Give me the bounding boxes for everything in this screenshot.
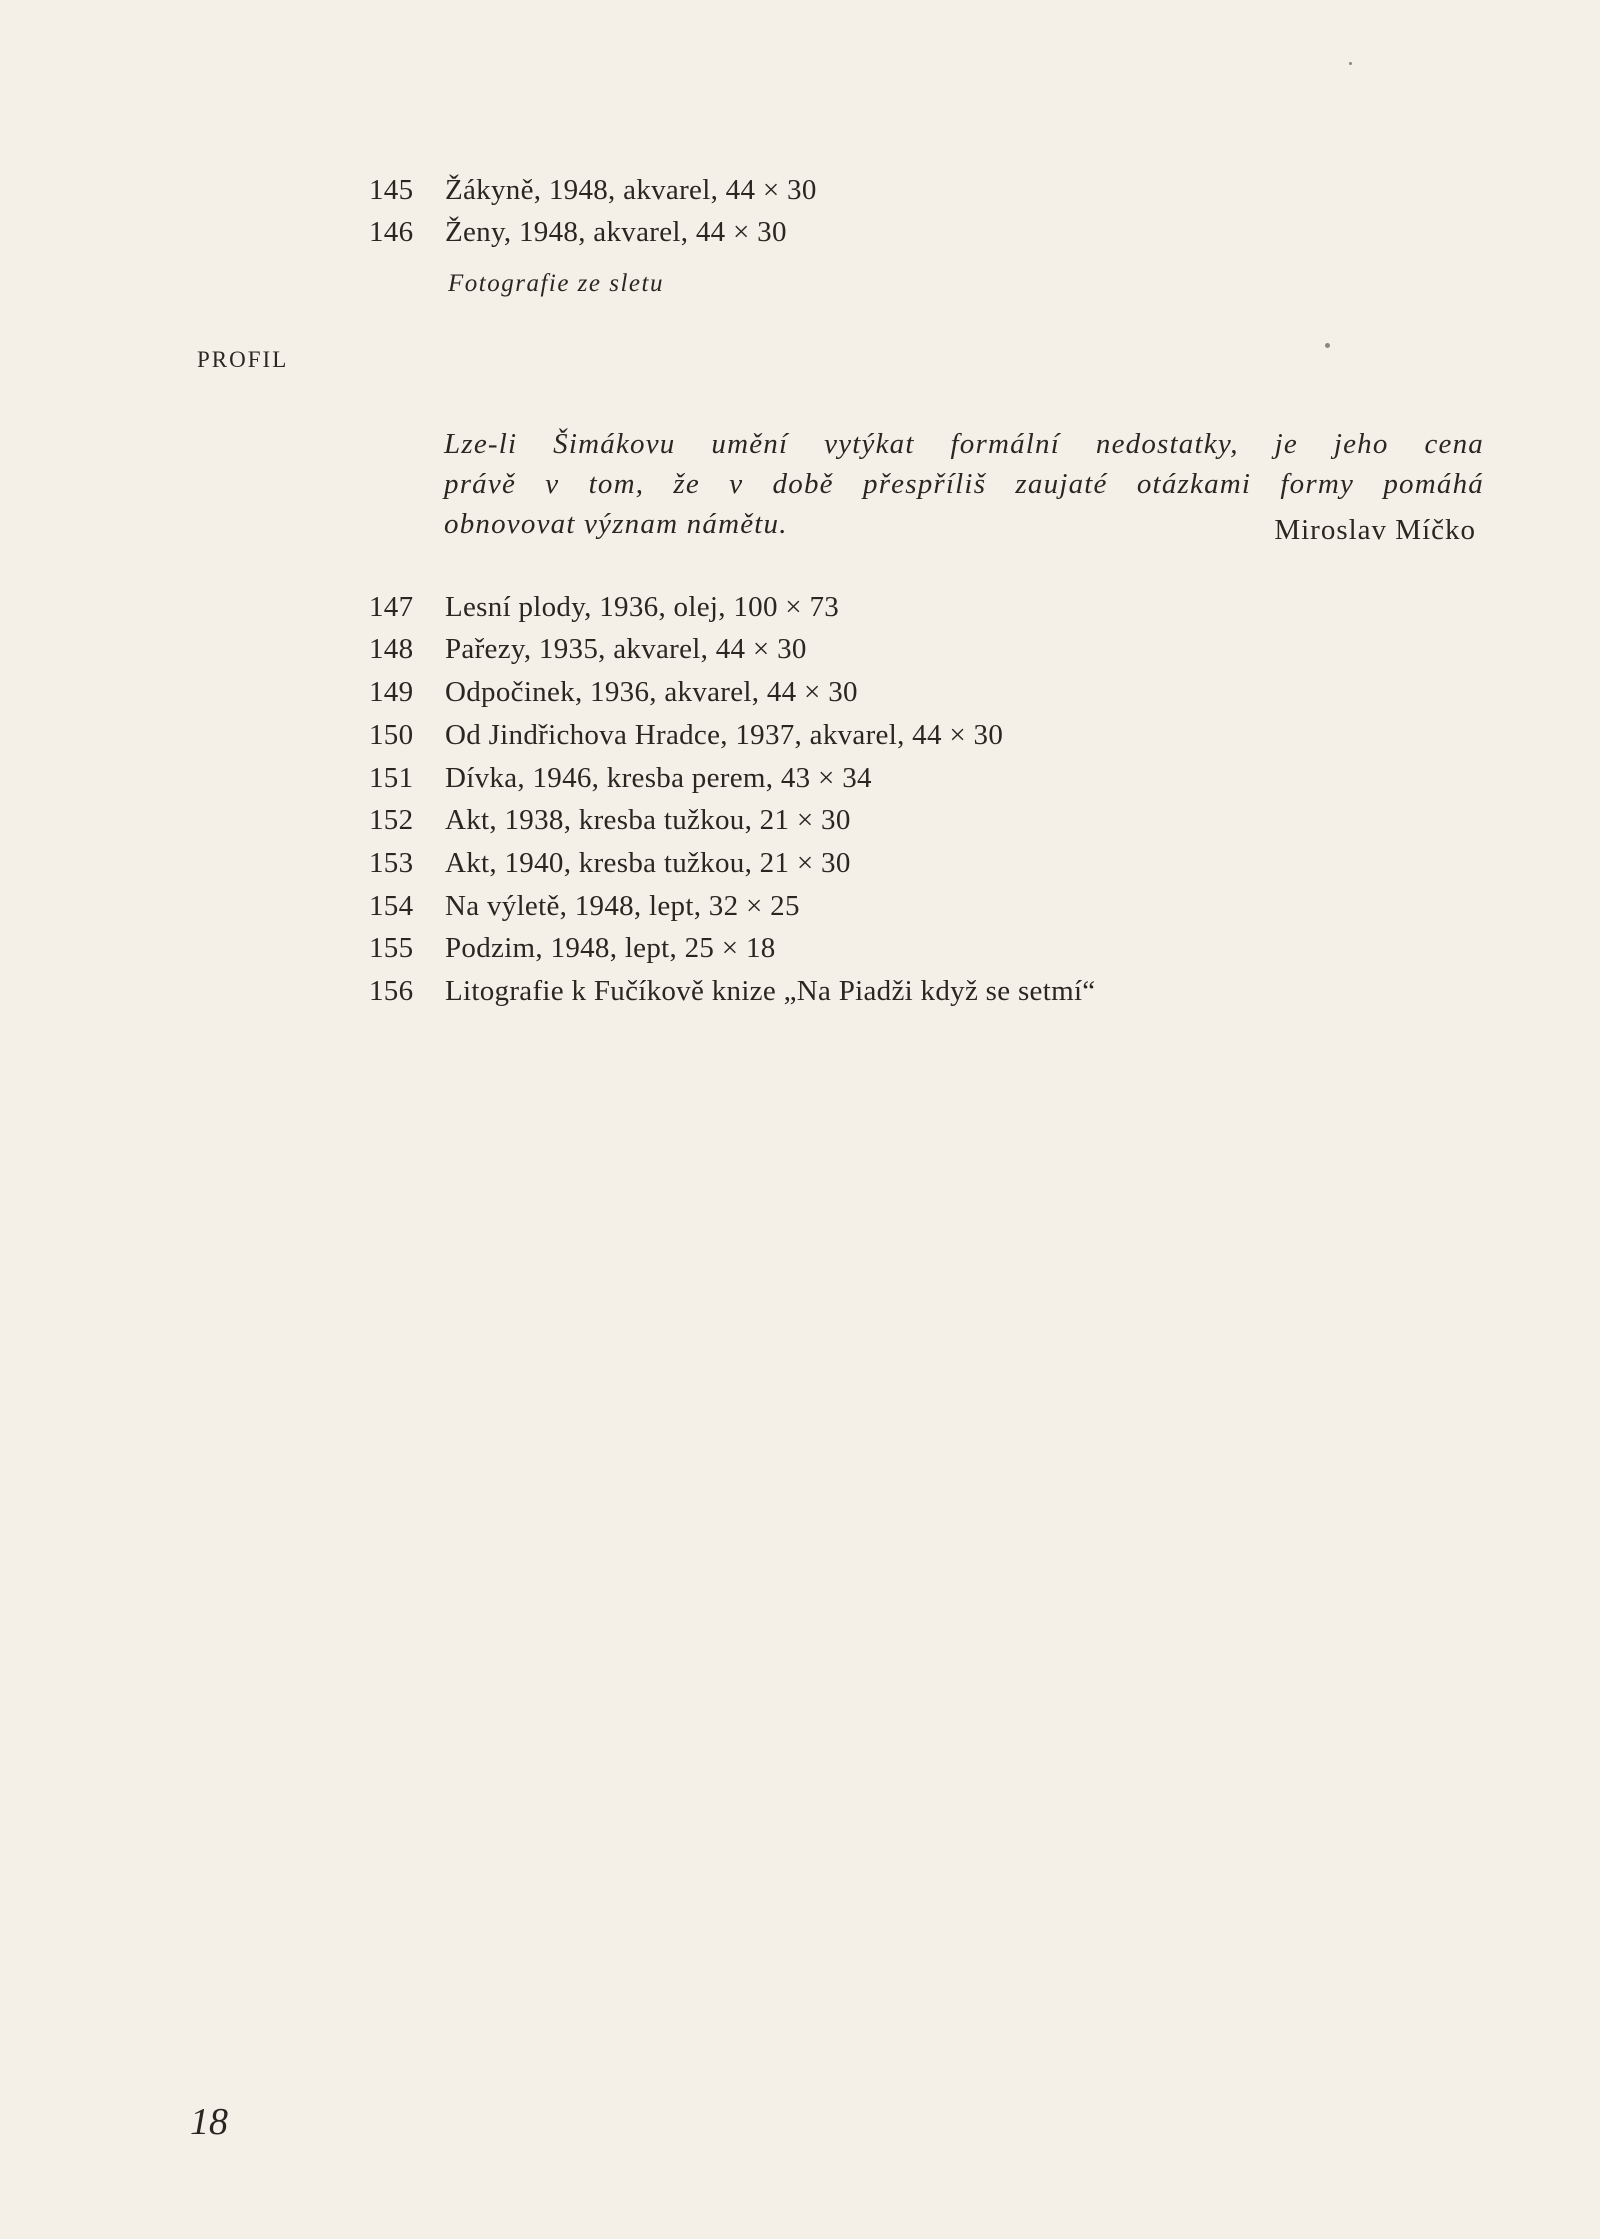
entry-text: Pařezy, 1935, akvarel, 44 × 30 — [445, 633, 807, 665]
section-title: PROFIL — [197, 347, 289, 372]
quote-line: Lze-li Šimákovu umění vytýkat formální nedostatky, je jeho cena — [444, 428, 1484, 460]
entry-number: 151 — [369, 762, 414, 794]
entry-text: Lesní plody, 1936, olej, 100 × 73 — [445, 591, 840, 623]
entry-number: 146 — [369, 216, 414, 248]
catalog-entry — [369, 170, 1269, 210]
entry-text: Akt, 1940, kresba tužkou, 21 × 30 — [445, 847, 851, 879]
entry-text: Ženy, 1948, akvarel, 44 × 30 — [445, 216, 787, 248]
entry-number: 148 — [369, 633, 414, 665]
entry-number: 154 — [369, 890, 414, 922]
page-number: 18 — [190, 2101, 228, 2143]
quote-line: právě v tom, že v době přespříliš zaujaté otázkami formy pomáhá — [444, 468, 1484, 500]
catalog-entry — [369, 843, 1469, 883]
paper-speck — [1349, 62, 1352, 65]
catalog-entry — [369, 971, 1519, 1011]
entry-text: Odpočinek, 1936, akvarel, 44 × 30 — [445, 676, 858, 708]
entry-number: 149 — [369, 676, 414, 708]
catalog-entry — [369, 629, 1469, 669]
entry-number: 152 — [369, 804, 414, 836]
entry-text: Podzim, 1948, lept, 25 × 18 — [445, 932, 776, 964]
paper-speck — [1325, 343, 1330, 348]
entry-number: 153 — [369, 847, 414, 879]
entry-number: 147 — [369, 591, 414, 623]
entry-text: Akt, 1938, kresba tužkou, 21 × 30 — [445, 804, 851, 836]
catalog-entry — [369, 587, 1469, 627]
catalog-entry — [369, 672, 1469, 712]
catalog-entry — [369, 800, 1469, 840]
entry-text: Na výletě, 1948, lept, 32 × 25 — [445, 890, 800, 922]
catalog-entry — [369, 715, 1469, 755]
entry-number: 156 — [369, 975, 414, 1007]
catalog-entry — [369, 758, 1469, 798]
catalog-entry — [369, 886, 1469, 926]
entry-text: Od Jindřichova Hradce, 1937, akvarel, 44 × 30 — [445, 719, 1004, 751]
photo-caption: Fotografie ze sletu — [448, 270, 664, 297]
entry-number: 145 — [369, 174, 414, 206]
entry-number: 155 — [369, 932, 414, 964]
entry-number: 150 — [369, 719, 414, 751]
entry-text: Litografie k Fučíkově knize „Na Piadži když se setmí“ — [445, 975, 1096, 1007]
quote-line: obnovovat význam námětu. — [444, 508, 788, 540]
catalog-entry — [369, 928, 1469, 968]
catalog-entry — [369, 212, 1269, 252]
entry-text: Dívka, 1946, kresba perem, 43 × 34 — [445, 762, 872, 794]
quote-author: Miroslav Míčko — [1274, 514, 1476, 546]
entry-text: Žákyně, 1948, akvarel, 44 × 30 — [445, 174, 817, 206]
